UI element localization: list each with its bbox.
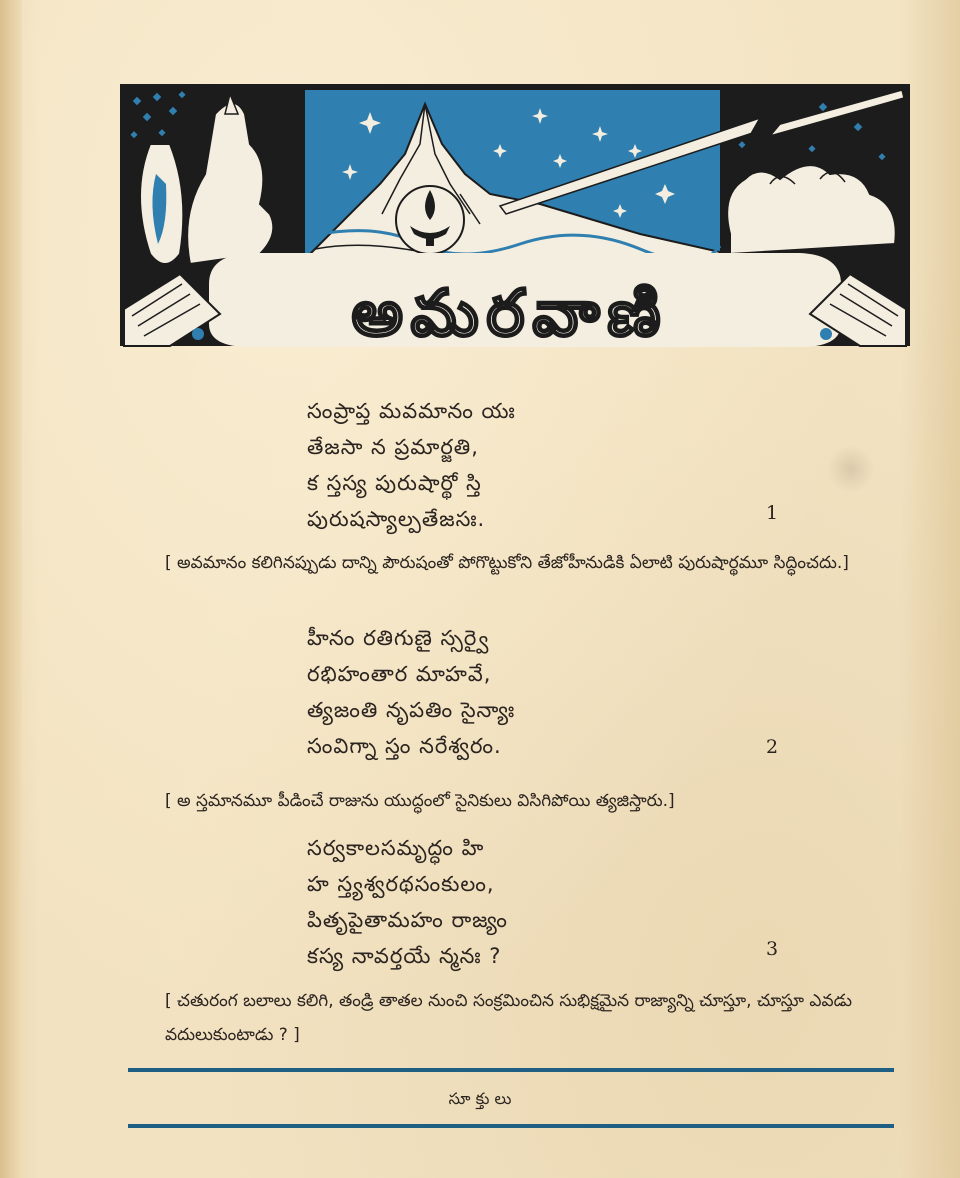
paper-stain — [826, 446, 876, 492]
verse-meaning: [ అవమానం కలిగినప్పుడు దాన్ని పౌరుషంతో పోగొట్టుకోని తేజోహీనుడికి ఏలాటి పురుషార్థమూ సిద్ధించదు.] — [165, 553, 849, 573]
verse-line: పురుషస్యాల్పతేజసః. — [307, 507, 486, 531]
verse-line: సంప్రాప్త మవమానం యః — [307, 399, 516, 423]
verse-line: సంవిగ్నా స్తం నరేశ్వరం. — [307, 734, 502, 758]
verse-line: కస్య నావర్తయే న్మనః ? — [307, 944, 502, 968]
verse-number: 2 — [766, 736, 779, 758]
footer-rule-bottom — [128, 1124, 894, 1128]
footer-rule-top — [128, 1068, 894, 1072]
verse-line: తేజసా న ప్రమార్జతి, — [307, 435, 479, 459]
verse-meaning: [ అ స్తమానమూ పీడించే రాజును యుద్ధంలో సైనికులు విసిగిపోయి త్యజిస్తారు.] — [165, 791, 675, 811]
verse-meaning: [ చతురంగ బలాలు కలిగి, తండ్రి తాతల నుంచి సంక్రమించిన సుభిక్షమైన రాజ్యాన్ని చూస్తూ, చూస్తూ ఎవడు వదులుకుంటాడు ? ] — [165, 991, 853, 1045]
verse-line: రభిహంతార మాహవే, — [307, 662, 492, 686]
verse-line: త్యజంతి నృపతిం సైన్యాః — [307, 698, 516, 722]
verse-line: సర్వకాలసమృద్ధం హి — [307, 836, 485, 860]
verse-2 — [307, 620, 787, 764]
verse-line: హ స్త్యశ్వరథసంకులం, — [307, 872, 495, 896]
masthead-title: అమరవాణి — [351, 277, 669, 351]
verse-line: క స్తస్య పురుషార్థో స్తి — [307, 471, 482, 495]
paper-edge — [0, 0, 22, 1178]
verse-number: 3 — [766, 938, 779, 960]
lamp-icon — [396, 186, 464, 254]
verse-line: హీనం రతిగుణై స్సర్వై — [307, 626, 490, 650]
verse-1 — [307, 393, 787, 537]
verse-line: పితృపైతామహం రాజ్యం — [307, 908, 508, 932]
title-banner — [210, 254, 840, 346]
verse-number: 1 — [766, 502, 779, 524]
verse-3 — [307, 830, 787, 974]
section-label: సూ క్తు లు — [448, 1089, 512, 1108]
header-illustration — [120, 84, 910, 366]
